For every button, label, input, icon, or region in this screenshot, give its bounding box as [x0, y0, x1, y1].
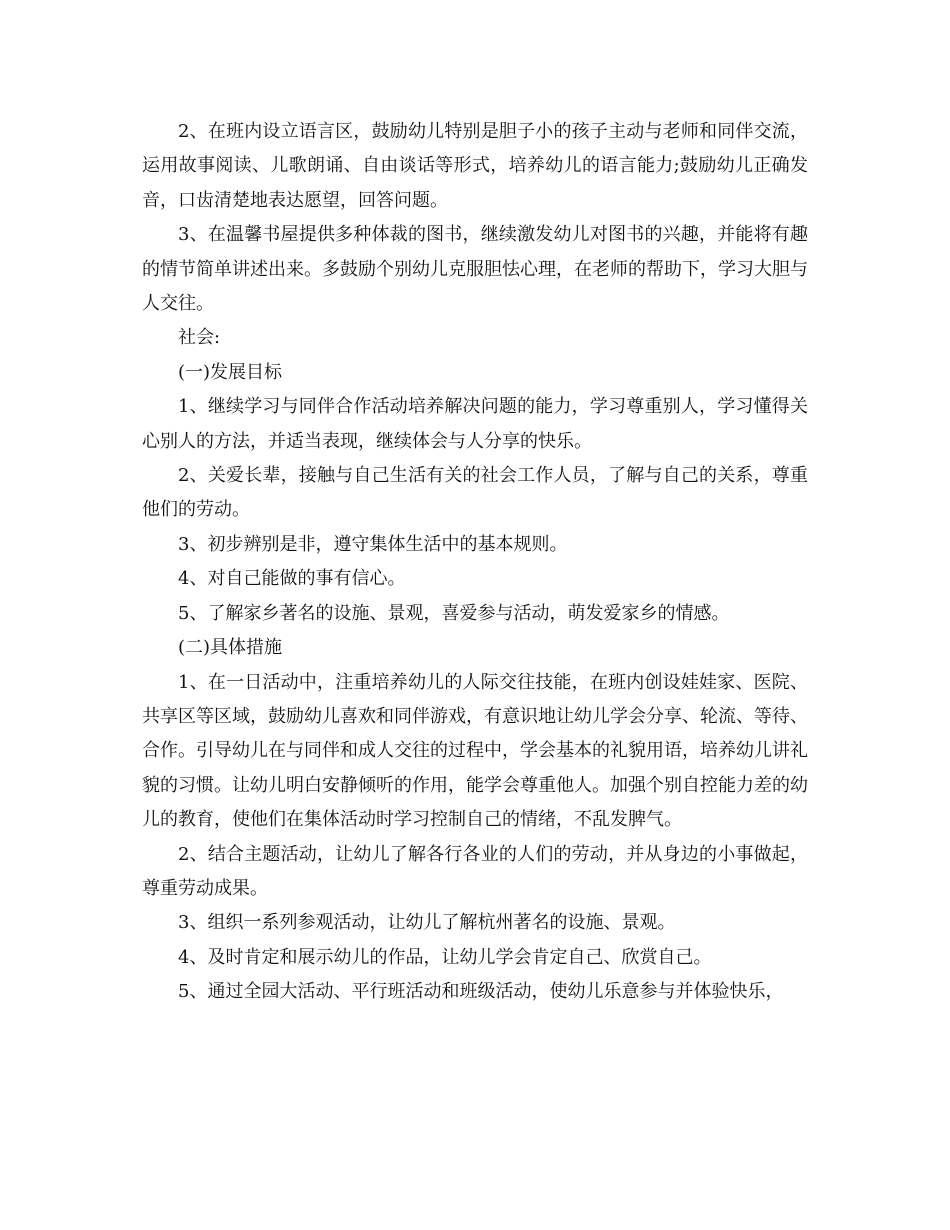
goal-item-3: 3、初步辨别是非，遵守集体生活中的基本规则。 [178, 533, 568, 555]
paragraph-language-corner: 2、在班内设立语言区，鼓励幼儿特别是胆子小的孩子主动与老师和同伴交流，运用故事阅读、儿歌朗诵、自由谈话等形式，培养幼儿的语言能力;鼓励幼儿正确发音，口齿清楚地表达愿望，回答问题。 [142, 121, 808, 211]
section-heading-social: 社会: [178, 327, 221, 349]
subheading-specific-measures: (二)具体措施 [178, 637, 283, 659]
goal-item-2: 2、关爱长辈，接触与自己生活有关的社会工作人员，了解与自己的关系，尊重他们的劳动。 [142, 465, 808, 521]
measure-item-4: 4、及时肯定和展示幼儿的作品，让幼儿学会肯定自己、欣赏自己。 [178, 946, 712, 968]
measure-item-5: 5、通过全园大活动、平行班活动和班级活动，使幼儿乐意参与并体验快乐， [178, 981, 784, 1003]
goal-item-1: 1、继续学习与同伴合作活动培养解决问题的能力，学习尊重别人，学习懂得关心别人的方法，并适当表现，继续体会与人分享的快乐。 [142, 396, 808, 452]
measure-item-3: 3、组织一系列参观活动，让幼儿了解杭州著名的设施、景观。 [178, 912, 676, 934]
paragraph-book-house: 3、在温馨书屋提供多种体裁的图书，继续激发幼儿对图书的兴趣，并能将有趣的情节简单讲述出来。多鼓励个别幼儿克服胆怯心理，在老师的帮助下，学习大胆与人交往。 [142, 224, 808, 315]
document-body [142, 115, 808, 1010]
subheading-development-goals: (一)发展目标 [178, 361, 283, 383]
goal-item-4: 4、对自己能做的事有信心。 [178, 568, 406, 590]
goal-item-5: 5、了解家乡著名的设施、景观，喜爱参与活动，萌发爱家乡的情感。 [178, 602, 730, 624]
measure-item-1: 1、在一日活动中，注重培养幼儿的人际交往技能，在班内创设娃娃家、医院、共享区等区域，鼓励幼儿喜欢和同伴游戏，有意识地让幼儿学会分享、轮流、等待、合作。引导幼儿在与同伴和成人交往的过程中，学会基本的礼貌用语，培养幼儿讲礼貌的习惯。让幼儿明白安静倾听的作用，能学会尊重他人。加强个别自控能力差的幼儿的教育，使他们在集体活动时学习控制自己的情绪，不乱发脾气。 [142, 671, 808, 831]
measure-item-2: 2、结合主题活动，让幼儿了解各行各业的人们的劳动，并从身边的小事做起，尊重劳动成果。 [142, 843, 808, 899]
